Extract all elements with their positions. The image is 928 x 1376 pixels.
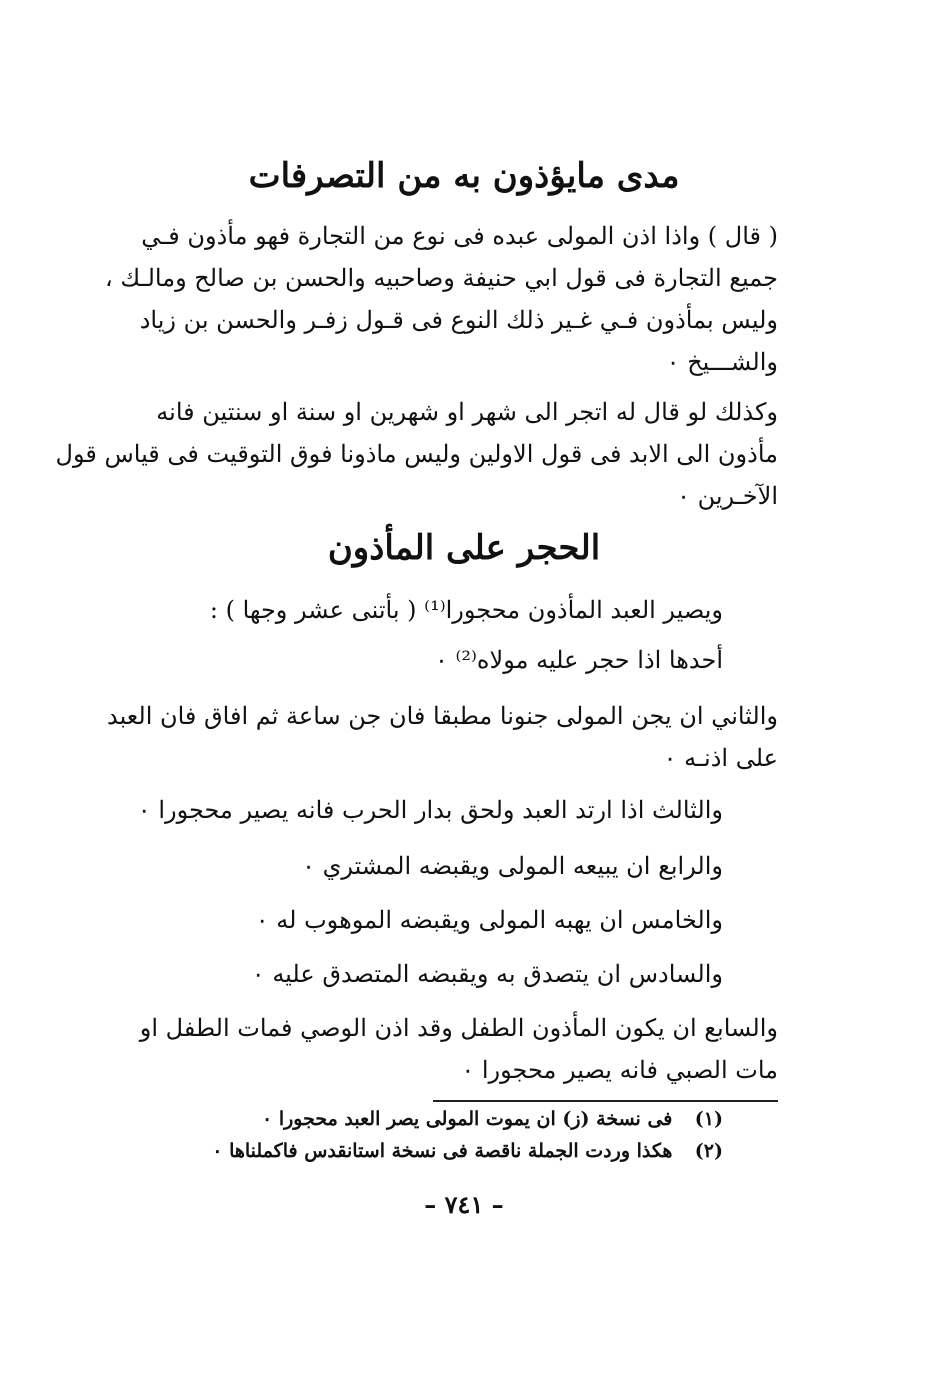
paragraph-line: على اذنـه ۰ bbox=[663, 744, 778, 772]
footnote-text: فى نسخة (ز) ان يموت المولى يصر العبد محجورا ۰ bbox=[261, 1108, 673, 1130]
footnote-separator bbox=[433, 1100, 778, 1102]
paragraph-line: مأذون الى الابد فى قول الاولين وليس ماذونا فوق التوقيت فى قياس قول bbox=[55, 440, 778, 468]
paragraph-line: والثالث اذا ارتد العبد ولحق بدار الحرب فانه يصير محجورا ۰ bbox=[137, 796, 723, 824]
page-number: – ٧٤١ – bbox=[424, 1190, 504, 1219]
footnote-1 bbox=[262, 1108, 723, 1130]
paragraph-line: والسادس ان يتصدق به ويقبضه المتصدق عليه ۰ bbox=[251, 960, 723, 988]
paragraph-line: الآخـرين ۰ bbox=[677, 482, 778, 510]
footnote-number: (٢) bbox=[694, 1140, 723, 1162]
paragraph-line: مات الصبي فانه يصير محجورا ۰ bbox=[461, 1056, 778, 1084]
paragraph-line: والسابع ان يكون المأذون الطفل وقد اذن الوصي فمات الطفل او bbox=[139, 1014, 778, 1042]
section-heading-interdiction: الحجر على المأذون bbox=[327, 528, 601, 568]
paragraph-line: ويصير العبد المأذون محجورا⁽¹⁾ ( بأتنى عشر وجها ) : bbox=[209, 596, 723, 624]
paragraph-line: والخامس ان يهبه المولى ويقبضه الموهوب له ۰ bbox=[255, 906, 723, 934]
footnote-2 bbox=[212, 1140, 723, 1162]
paragraph-line: وكذلك لو قال له اتجر الى شهر او شهرين او سنة او سنتين فانه bbox=[156, 398, 778, 426]
paragraph-line: والشـــيخ ۰ bbox=[666, 348, 778, 376]
paragraph-line: وليس بمأذون فـي غـير ذلك النوع فى قـول زفـر والحسن بن زياد bbox=[139, 306, 778, 334]
paragraph-line: أحدها اذا حجر عليه مولاه⁽²⁾ ۰ bbox=[434, 646, 723, 674]
paragraph-line: جميع التجارة فى قول ابي حنيفة وصاحبيه والحسن بن صالح ومالـك ، bbox=[104, 264, 778, 292]
footnote-text: هكذا وردت الجملة ناقصة فى نسخة استانقدس فاكملناها ۰ bbox=[212, 1140, 673, 1162]
paragraph-line: ( قال ) واذا اذن المولى عبده فى نوع من التجارة فهو مأذون فـي bbox=[141, 222, 778, 250]
paragraph-line: والثاني ان يجن المولى جنونا مطبقا فان جن ساعة ثم افاق فان العبد bbox=[106, 702, 778, 730]
footnote-number: (١) bbox=[694, 1108, 723, 1130]
paragraph-line: والرابع ان يبيعه المولى ويقبضه المشتري ۰ bbox=[302, 852, 723, 880]
section-heading-permitted-actions: مدى مايؤذون به من التصرفات bbox=[248, 156, 680, 196]
